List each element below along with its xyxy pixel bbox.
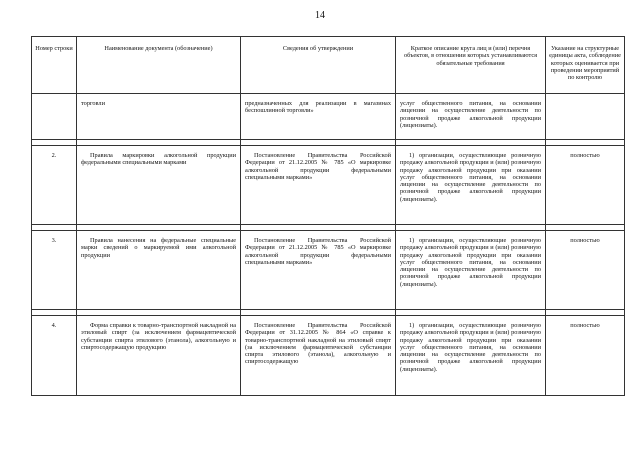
table-header-row xyxy=(32,37,625,94)
row-name: Форма справки к товарно-транспортной накладной на этиловый спирт (за исключением фармацевтической субстанции спирта этилового (этанола), алкогольную и спиртосодержащую продукцию xyxy=(77,316,241,396)
row-num: 4. xyxy=(32,316,77,396)
row-scope: 1) организации, осуществляющие розничную продажу алкогольной продукции и (или) розничную продажу алкогольной продукции при оказании услуг общественного питания, на основании лицензии на осуществление деятельности по розничной продаже алкогольной продукции (лицензиаты). xyxy=(396,231,546,310)
header-approval: Сведения об утверждении xyxy=(241,37,396,94)
row-name: Правила маркировки алкогольной продукции федеральными специальными марками xyxy=(77,146,241,225)
row-structural: полностью xyxy=(546,231,625,310)
row-structural: полностью xyxy=(546,316,625,396)
row-approval: Постановление Правительства Российской Федерации от 31.12.2005 № 864 «О справке к товарно-транспортной накладной на этиловый спирт (за исключением фармацевтической субстанции спирта этилового (этанола), алкогольную и спиртосодержащую xyxy=(241,316,396,396)
row-structural xyxy=(546,94,625,140)
row-name: торговли xyxy=(77,94,241,140)
table-row xyxy=(32,231,625,310)
requirements-table xyxy=(31,36,625,396)
row-num: 2. xyxy=(32,146,77,225)
header-scope: Краткое описание круга лиц и (или) перечня объектов, в отношении которых устанавливаются обязательные требования xyxy=(396,37,546,94)
header-structural: Указание на структурные единицы акта, соблюдение которых оценивается при проведении мероприятий по контролю xyxy=(546,37,625,94)
table-row xyxy=(32,146,625,225)
table-row-continuation xyxy=(32,94,625,140)
row-structural: полностью xyxy=(546,146,625,225)
row-name: Правила нанесения на федеральные специальные марки сведений о маркируемой ими алкогольной продукции xyxy=(77,231,241,310)
table-row xyxy=(32,316,625,396)
row-num: 3. xyxy=(32,231,77,310)
row-scope: 1) организации, осуществляющие розничную продажу алкогольной продукции и (или) розничную продажу алкогольной продукции при оказании услуг общественного питания, на основании лицензии на осуществление деятельности по розничной продаже алкогольной продукции (лицензиаты). xyxy=(396,316,546,396)
row-scope: услуг общественного питания, на основании лицензии на осуществление деятельности по розничной продаже алкогольной продукции (лицензиаты). xyxy=(396,94,546,140)
row-scope: 1) организации, осуществляющие розничную продажу алкогольной продукции и (или) розничную продажу алкогольной продукции при оказании услуг общественного питания, на основании лицензии на осуществление деятельности по розничной продаже алкогольной продукции (лицензиаты). xyxy=(396,146,546,225)
header-num: Номер строки xyxy=(32,37,77,94)
row-num xyxy=(32,94,77,140)
row-approval: предназначенных для реализации в магазинах беспошлинной торговли» xyxy=(241,94,396,140)
row-approval: Постановление Правительства Российской Федерации от 21.12.2005 № 785 «О маркировке алкогольной продукции федеральными специальными марками» xyxy=(241,231,396,310)
row-approval: Постановление Правительства Российской Федерации от 21.12.2005 № 785 «О маркировке алкогольной продукции федеральными специальными марками» xyxy=(241,146,396,225)
page-number: 14 xyxy=(315,10,325,21)
header-name: Наименование документа (обозначение) xyxy=(77,37,241,94)
